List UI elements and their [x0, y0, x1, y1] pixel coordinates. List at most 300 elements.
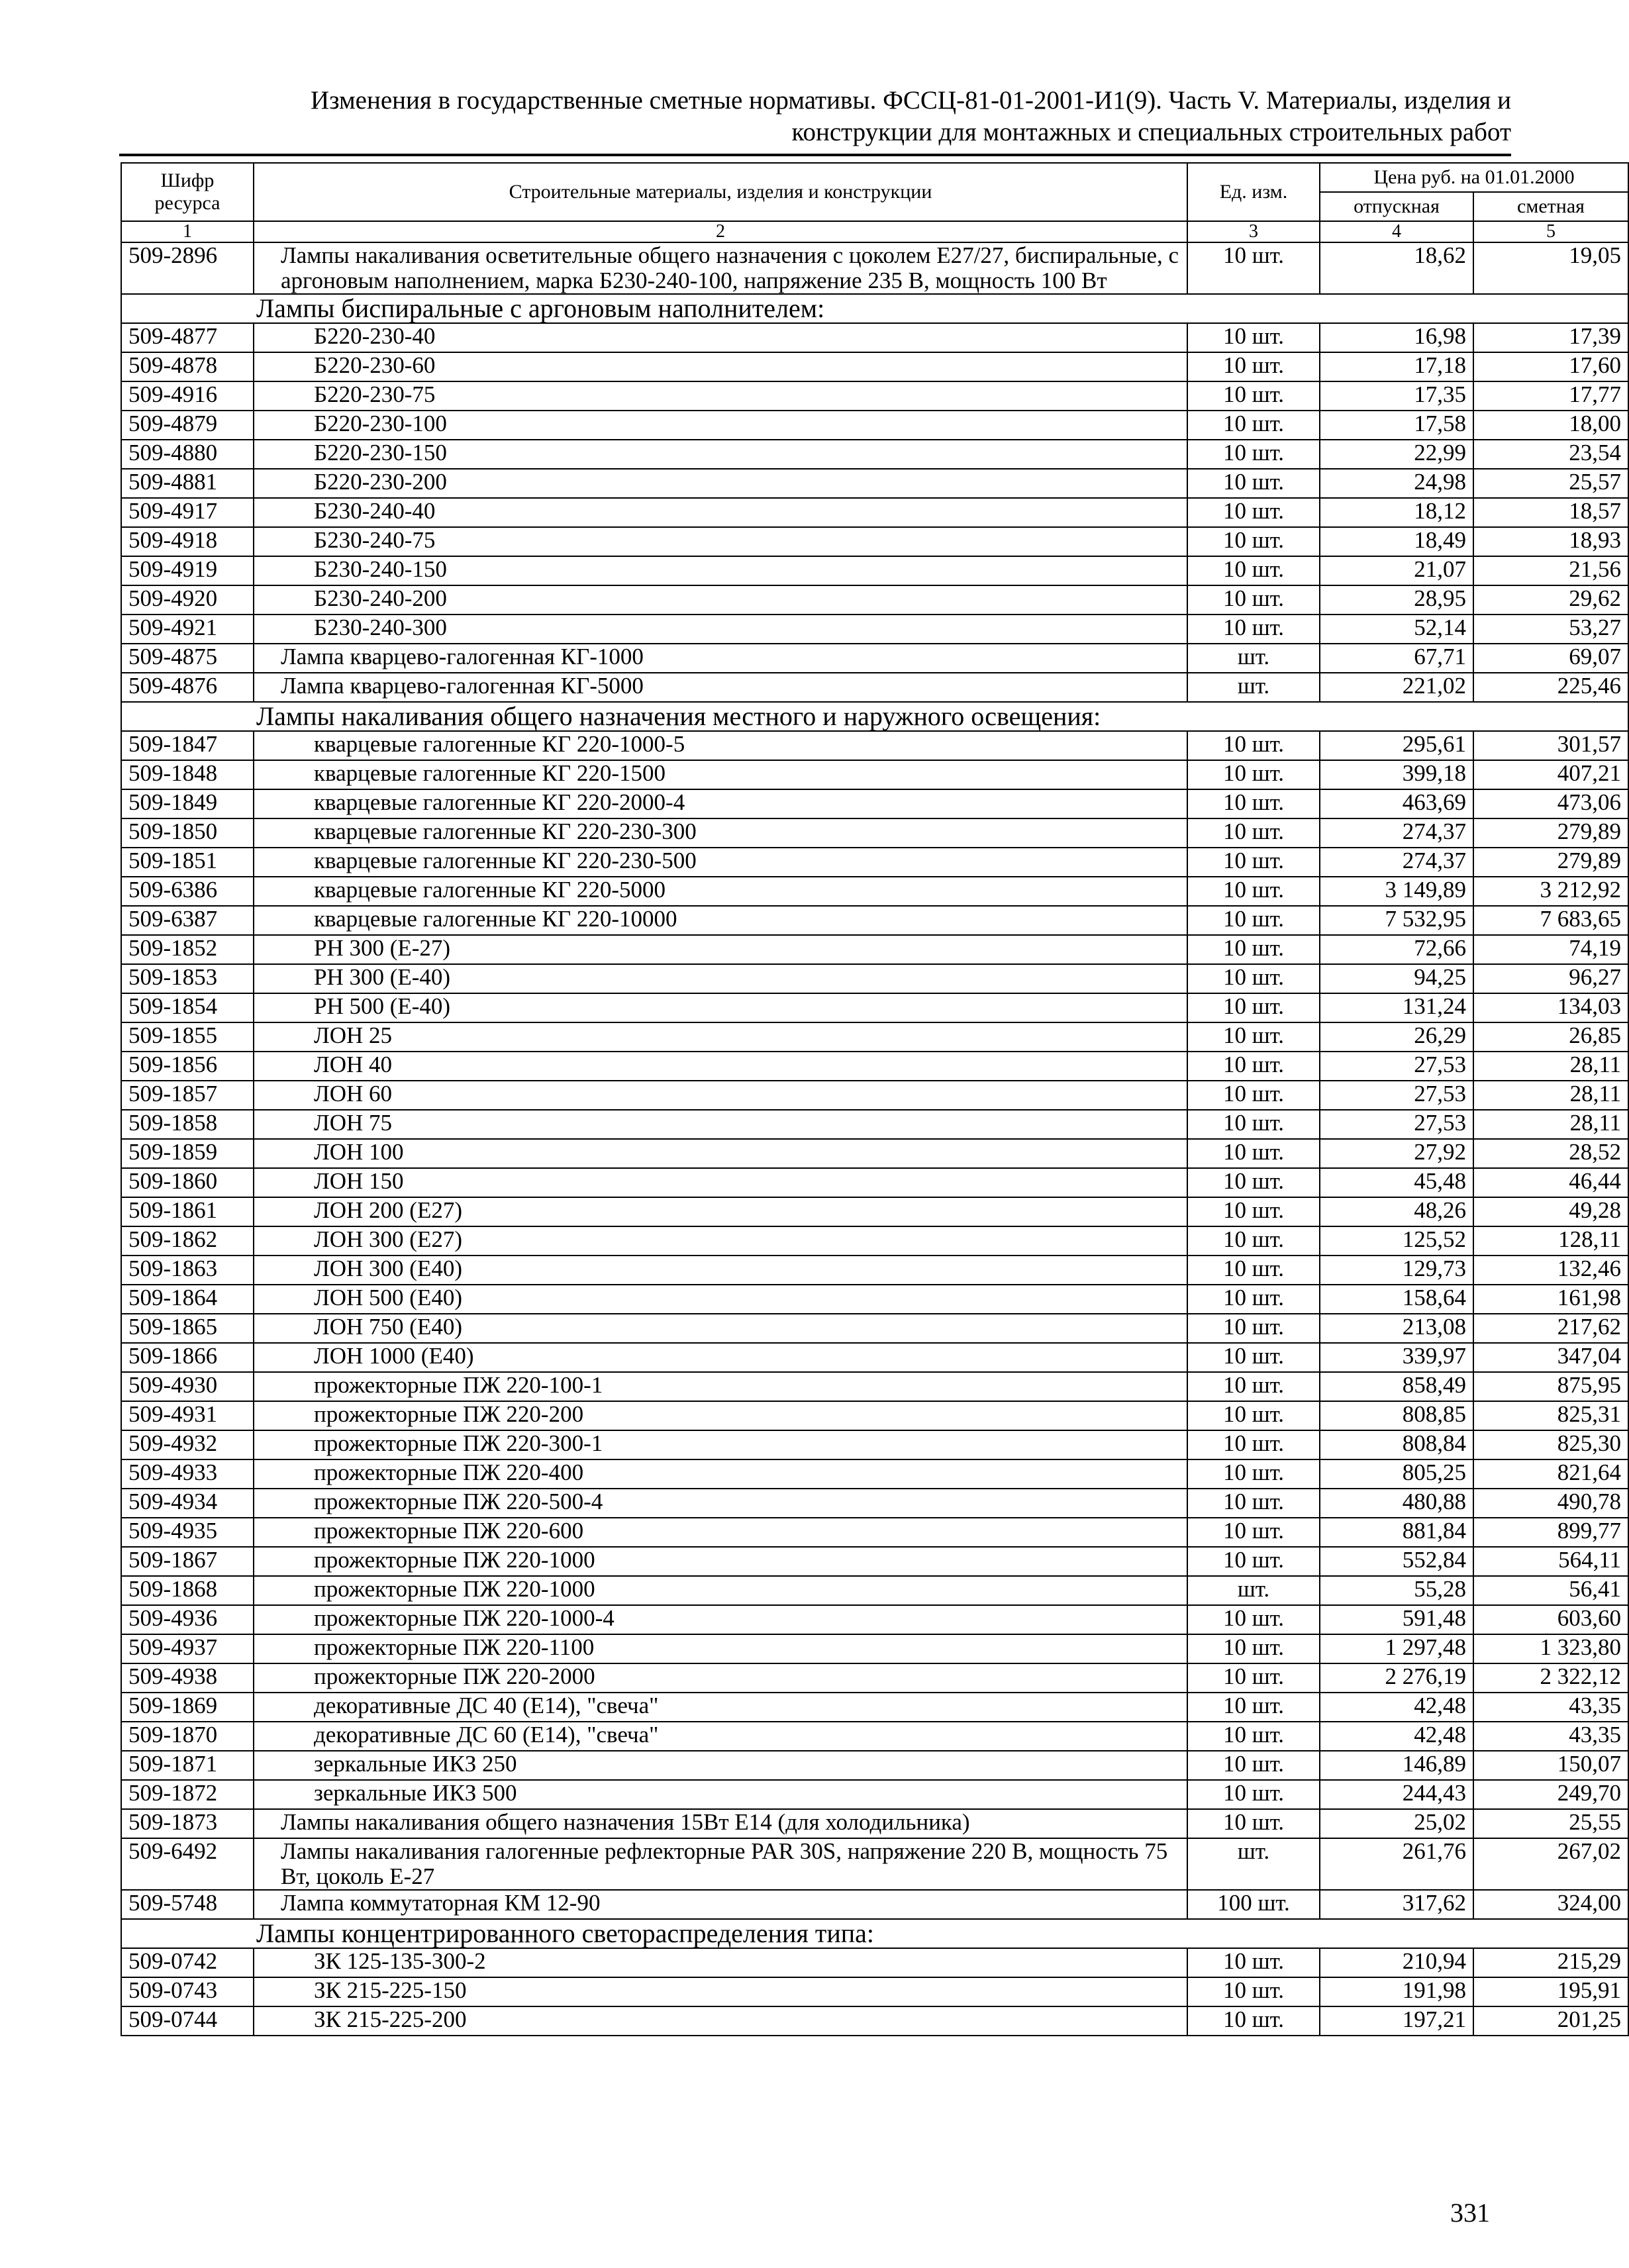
- estimate-price: 825,31: [1473, 1401, 1628, 1430]
- release-price: 17,35: [1320, 381, 1473, 411]
- resource-code: 509-4934: [121, 1489, 254, 1518]
- group-heading-row: [121, 1919, 1628, 1948]
- estimate-price: 17,39: [1473, 323, 1628, 352]
- release-price: 28,95: [1320, 585, 1473, 615]
- estimate-price: 17,77: [1473, 381, 1628, 411]
- release-price: 18,12: [1320, 498, 1473, 527]
- resource-code: 509-1869: [121, 1693, 254, 1722]
- material-name: ЗК 215-225-150: [254, 1977, 1187, 2006]
- material-name: зеркальные ИКЗ 250: [254, 1751, 1187, 1780]
- unit-cell: 10 шт.: [1187, 585, 1320, 615]
- material-name: Б220-230-150: [254, 440, 1187, 469]
- material-name: Б230-240-75: [254, 527, 1187, 556]
- table-row: [121, 877, 1628, 906]
- estimate-price: 3 212,92: [1473, 877, 1628, 906]
- estimate-price: 17,60: [1473, 352, 1628, 381]
- unit-cell: 10 шт.: [1187, 1518, 1320, 1547]
- estimate-price: 28,11: [1473, 1081, 1628, 1110]
- table-row: [121, 1168, 1628, 1197]
- resource-code: 509-5748: [121, 1890, 254, 1919]
- resource-code: 509-2896: [121, 242, 254, 294]
- resource-code: 509-1853: [121, 964, 254, 993]
- unit-cell: 10 шт.: [1187, 1722, 1320, 1751]
- header-line-2: конструкции для монтажных и специальных строительных работ: [791, 118, 1511, 146]
- colnum: 1: [121, 221, 254, 242]
- table-row: [121, 818, 1628, 848]
- estimate-price: 25,57: [1473, 469, 1628, 498]
- table-row: [121, 1489, 1628, 1518]
- resource-code: 509-1857: [121, 1081, 254, 1110]
- unit-cell: 10 шт.: [1187, 1780, 1320, 1809]
- material-name: Б230-240-300: [254, 615, 1187, 644]
- table-row: [121, 527, 1628, 556]
- unit-cell: 10 шт.: [1187, 1547, 1320, 1576]
- release-price: 197,21: [1320, 2006, 1473, 2036]
- estimate-price: 69,07: [1473, 644, 1628, 673]
- resource-code: 509-4875: [121, 644, 254, 673]
- resource-code: 509-1858: [121, 1110, 254, 1139]
- estimate-price: 25,55: [1473, 1809, 1628, 1838]
- unit-cell: шт.: [1187, 673, 1320, 702]
- material-name: прожекторные ПЖ 220-1000: [254, 1547, 1187, 1576]
- release-price: 125,52: [1320, 1226, 1473, 1256]
- unit-cell: 10 шт.: [1187, 2006, 1320, 2036]
- material-name: Б220-230-40: [254, 323, 1187, 352]
- table-row: [121, 1256, 1628, 1285]
- table-row: [121, 1547, 1628, 1576]
- estimate-price: 603,60: [1473, 1605, 1628, 1634]
- estimate-price: 23,54: [1473, 440, 1628, 469]
- release-price: 213,08: [1320, 1314, 1473, 1343]
- table-row: [121, 1401, 1628, 1430]
- estimate-price: 134,03: [1473, 993, 1628, 1022]
- resource-code: 509-4932: [121, 1430, 254, 1459]
- material-name: ЛОН 75: [254, 1110, 1187, 1139]
- estimate-price: 21,56: [1473, 556, 1628, 585]
- table-row: [121, 242, 1628, 294]
- material-name: прожекторные ПЖ 220-100-1: [254, 1372, 1187, 1401]
- unit-cell: 10 шт.: [1187, 1605, 1320, 1634]
- resource-code: 509-4930: [121, 1372, 254, 1401]
- estimate-price: 56,41: [1473, 1576, 1628, 1605]
- release-price: 45,48: [1320, 1168, 1473, 1197]
- release-price: 7 532,95: [1320, 906, 1473, 935]
- header-line-1: Изменения в государственные сметные нормативы. ФССЦ-81-01-2001-И1(9). Часть V. Материалы, изделия и: [310, 86, 1511, 115]
- release-price: 221,02: [1320, 673, 1473, 702]
- estimate-price: 161,98: [1473, 1285, 1628, 1314]
- table-row: [121, 1809, 1628, 1838]
- resource-code: 509-1850: [121, 818, 254, 848]
- resource-code: 509-1851: [121, 848, 254, 877]
- estimate-price: 28,11: [1473, 1110, 1628, 1139]
- unit-cell: 10 шт.: [1187, 877, 1320, 906]
- material-name: РН 300 (Е-27): [254, 935, 1187, 964]
- estimate-price: 490,78: [1473, 1489, 1628, 1518]
- table-row: [121, 673, 1628, 702]
- material-name: Б230-240-200: [254, 585, 1187, 615]
- release-price: 27,92: [1320, 1139, 1473, 1168]
- unit-cell: 10 шт.: [1187, 1226, 1320, 1256]
- material-name: Б220-230-100: [254, 411, 1187, 440]
- group-heading: Лампы концентрированного светораспределения типа:: [254, 1919, 1628, 1948]
- unit-cell: 10 шт.: [1187, 789, 1320, 818]
- unit-cell: 10 шт.: [1187, 527, 1320, 556]
- estimate-price: 28,52: [1473, 1139, 1628, 1168]
- header-row: [121, 163, 1628, 192]
- material-name: Б220-230-75: [254, 381, 1187, 411]
- table-row: [121, 1052, 1628, 1081]
- release-price: 27,53: [1320, 1081, 1473, 1110]
- release-price: 24,98: [1320, 469, 1473, 498]
- resource-code: 509-4935: [121, 1518, 254, 1547]
- table-row: [121, 1977, 1628, 2006]
- estimate-price: 195,91: [1473, 1977, 1628, 2006]
- resource-code: 509-1860: [121, 1168, 254, 1197]
- table-row: [121, 1110, 1628, 1139]
- resource-code: 509-1859: [121, 1139, 254, 1168]
- unit-cell: 10 шт.: [1187, 731, 1320, 760]
- release-price: 480,88: [1320, 1489, 1473, 1518]
- estimate-price: 49,28: [1473, 1197, 1628, 1226]
- estimate-price: 7 683,65: [1473, 906, 1628, 935]
- unit-cell: 10 шт.: [1187, 1256, 1320, 1285]
- unit-cell: 10 шт.: [1187, 242, 1320, 294]
- table-row: [121, 498, 1628, 527]
- table-row: [121, 848, 1628, 877]
- release-price: 3 149,89: [1320, 877, 1473, 906]
- unit-cell: 10 шт.: [1187, 760, 1320, 789]
- release-price: 261,76: [1320, 1838, 1473, 1890]
- estimate-price: 301,57: [1473, 731, 1628, 760]
- release-price: 339,97: [1320, 1343, 1473, 1372]
- unit-cell: 10 шт.: [1187, 1634, 1320, 1663]
- material-name: зеркальные ИКЗ 500: [254, 1780, 1187, 1809]
- unit-cell: 10 шт.: [1187, 1977, 1320, 2006]
- material-name: кварцевые галогенные КГ 220-5000: [254, 877, 1187, 906]
- col-price-header: Цена руб. на 01.01.2000: [1320, 163, 1628, 192]
- release-price: 274,37: [1320, 818, 1473, 848]
- table-row: [121, 1343, 1628, 1372]
- estimate-price: 128,11: [1473, 1226, 1628, 1256]
- header-rule: [119, 154, 1511, 156]
- estimate-price: 279,89: [1473, 818, 1628, 848]
- col-unit-header: Ед. изм.: [1187, 163, 1320, 221]
- unit-cell: 10 шт.: [1187, 1430, 1320, 1459]
- page-header: [119, 85, 1511, 148]
- release-price: 21,07: [1320, 556, 1473, 585]
- material-name: кварцевые галогенные КГ 220-10000: [254, 906, 1187, 935]
- estimate-price: 96,27: [1473, 964, 1628, 993]
- table-row: [121, 964, 1628, 993]
- release-price: 244,43: [1320, 1780, 1473, 1809]
- colnum: 3: [1187, 221, 1320, 242]
- resource-code: 509-4919: [121, 556, 254, 585]
- material-name: Лампа коммутаторная КМ 12-90: [254, 1890, 1187, 1919]
- table-row: [121, 1226, 1628, 1256]
- estimate-price: 26,85: [1473, 1022, 1628, 1052]
- estimate-price: 215,29: [1473, 1948, 1628, 1977]
- material-name: прожекторные ПЖ 220-600: [254, 1518, 1187, 1547]
- release-price: 191,98: [1320, 1977, 1473, 2006]
- table-row: [121, 1890, 1628, 1919]
- resource-code: 509-4920: [121, 585, 254, 615]
- resource-code: 509-1873: [121, 1809, 254, 1838]
- table-row: [121, 935, 1628, 964]
- resource-code: 509-1862: [121, 1226, 254, 1256]
- resource-code: 509-4936: [121, 1605, 254, 1634]
- resource-code: 509-1868: [121, 1576, 254, 1605]
- unit-cell: шт.: [1187, 644, 1320, 673]
- release-price: 131,24: [1320, 993, 1473, 1022]
- release-price: 27,53: [1320, 1052, 1473, 1081]
- release-price: 808,84: [1320, 1430, 1473, 1459]
- estimate-price: 18,00: [1473, 411, 1628, 440]
- release-price: 27,53: [1320, 1110, 1473, 1139]
- material-name: Б230-240-40: [254, 498, 1187, 527]
- resource-code: 509-0743: [121, 1977, 254, 2006]
- material-name: прожекторные ПЖ 220-1100: [254, 1634, 1187, 1663]
- unit-cell: 10 шт.: [1187, 993, 1320, 1022]
- resource-code: 509-1867: [121, 1547, 254, 1576]
- table-row: [121, 1197, 1628, 1226]
- estimate-price: 279,89: [1473, 848, 1628, 877]
- group-heading-row: [121, 294, 1628, 323]
- unit-cell: 100 шт.: [1187, 1890, 1320, 1919]
- estimate-price: 324,00: [1473, 1890, 1628, 1919]
- resource-code: 509-1848: [121, 760, 254, 789]
- unit-cell: 10 шт.: [1187, 1401, 1320, 1430]
- material-name: ЛОН 1000 (Е40): [254, 1343, 1187, 1372]
- resource-code: 509-1870: [121, 1722, 254, 1751]
- resource-code: 509-4881: [121, 469, 254, 498]
- estimate-price: 18,93: [1473, 527, 1628, 556]
- resource-code: 509-1864: [121, 1285, 254, 1314]
- resource-code: 509-4879: [121, 411, 254, 440]
- material-name: прожекторные ПЖ 220-300-1: [254, 1430, 1187, 1459]
- unit-cell: 10 шт.: [1187, 1343, 1320, 1372]
- release-price: 552,84: [1320, 1547, 1473, 1576]
- resource-code: 509-1872: [121, 1780, 254, 1809]
- resource-code: 509-1863: [121, 1256, 254, 1285]
- colnum: 5: [1473, 221, 1628, 242]
- estimate-price: 825,30: [1473, 1430, 1628, 1459]
- unit-cell: 10 шт.: [1187, 818, 1320, 848]
- release-price: 18,49: [1320, 527, 1473, 556]
- release-price: 67,71: [1320, 644, 1473, 673]
- resource-code: 509-6386: [121, 877, 254, 906]
- price-table: [121, 162, 1629, 2036]
- group-heading: Лампы биспиральные с аргоновым наполнителем:: [254, 294, 1628, 323]
- release-price: 2 276,19: [1320, 1663, 1473, 1693]
- material-name: прожекторные ПЖ 220-1000: [254, 1576, 1187, 1605]
- estimate-price: 564,11: [1473, 1547, 1628, 1576]
- material-name: ЛОН 200 (Е27): [254, 1197, 1187, 1226]
- table-row: [121, 906, 1628, 935]
- release-price: 16,98: [1320, 323, 1473, 352]
- unit-cell: 10 шт.: [1187, 615, 1320, 644]
- table-row: [121, 731, 1628, 760]
- material-name: Лампы накаливания осветительные общего назначения с цоколем Е27/27, биспиральные, с аргоновым наполнением, марка Б230-240-100, напряжение 235 В, мощность 100 Вт: [254, 242, 1187, 294]
- group-empty-cell: [121, 702, 254, 731]
- table-row: [121, 323, 1628, 352]
- estimate-price: 473,06: [1473, 789, 1628, 818]
- resource-code: 509-4931: [121, 1401, 254, 1430]
- material-name: Б220-230-60: [254, 352, 1187, 381]
- material-name: прожекторные ПЖ 220-500-4: [254, 1489, 1187, 1518]
- table-row: [121, 1693, 1628, 1722]
- material-name: кварцевые галогенные КГ 220-230-500: [254, 848, 1187, 877]
- unit-cell: 10 шт.: [1187, 1372, 1320, 1401]
- material-name: ЛОН 300 (Е27): [254, 1226, 1187, 1256]
- unit-cell: 10 шт.: [1187, 1809, 1320, 1838]
- table-row: [121, 440, 1628, 469]
- resource-code: 509-0744: [121, 2006, 254, 2036]
- material-name: ЛОН 150: [254, 1168, 1187, 1197]
- unit-cell: 10 шт.: [1187, 1663, 1320, 1693]
- resource-code: 509-4918: [121, 527, 254, 556]
- release-price: 42,48: [1320, 1722, 1473, 1751]
- release-price: 52,14: [1320, 615, 1473, 644]
- resource-code: 509-6387: [121, 906, 254, 935]
- unit-cell: 10 шт.: [1187, 1139, 1320, 1168]
- estimate-price: 875,95: [1473, 1372, 1628, 1401]
- unit-cell: 10 шт.: [1187, 848, 1320, 877]
- estimate-price: 267,02: [1473, 1838, 1628, 1890]
- estimate-price: 29,62: [1473, 585, 1628, 615]
- unit-cell: шт.: [1187, 1838, 1320, 1890]
- group-empty-cell: [121, 1919, 254, 1948]
- resource-code: 509-4877: [121, 323, 254, 352]
- unit-cell: 10 шт.: [1187, 323, 1320, 352]
- table-row: [121, 615, 1628, 644]
- material-name: ЛОН 25: [254, 1022, 1187, 1052]
- resource-code: 509-4876: [121, 673, 254, 702]
- unit-cell: шт.: [1187, 1576, 1320, 1605]
- table-row: [121, 2006, 1628, 2036]
- estimate-price: 74,19: [1473, 935, 1628, 964]
- colnum: 2: [254, 221, 1187, 242]
- unit-cell: 10 шт.: [1187, 556, 1320, 585]
- unit-cell: 10 шт.: [1187, 411, 1320, 440]
- table-row: [121, 1459, 1628, 1489]
- release-price: 858,49: [1320, 1372, 1473, 1401]
- table-body: [121, 242, 1628, 2036]
- resource-code: 509-1854: [121, 993, 254, 1022]
- table-row: [121, 789, 1628, 818]
- page-number: 331: [1450, 2198, 1490, 2228]
- resource-code: 509-4880: [121, 440, 254, 469]
- unit-cell: 10 шт.: [1187, 1285, 1320, 1314]
- resource-code: 509-1856: [121, 1052, 254, 1081]
- estimate-price: 347,04: [1473, 1343, 1628, 1372]
- release-price: 94,25: [1320, 964, 1473, 993]
- unit-cell: 10 шт.: [1187, 1022, 1320, 1052]
- table-row: [121, 1285, 1628, 1314]
- resource-code: 509-1865: [121, 1314, 254, 1343]
- col-code-header: Шифр ресурса: [121, 163, 254, 221]
- table-row: [121, 1139, 1628, 1168]
- unit-cell: 10 шт.: [1187, 1948, 1320, 1977]
- resource-code: 509-1861: [121, 1197, 254, 1226]
- material-name: кварцевые галогенные КГ 220-230-300: [254, 818, 1187, 848]
- material-name: кварцевые галогенные КГ 220-1500: [254, 760, 1187, 789]
- material-name: ЛОН 60: [254, 1081, 1187, 1110]
- resource-code: 509-4921: [121, 615, 254, 644]
- group-heading-row: [121, 702, 1628, 731]
- estimate-price: 1 323,80: [1473, 1634, 1628, 1663]
- estimate-price: 201,25: [1473, 2006, 1628, 2036]
- resource-code: 509-0742: [121, 1948, 254, 1977]
- resource-code: 509-1871: [121, 1751, 254, 1780]
- unit-cell: 10 шт.: [1187, 1693, 1320, 1722]
- table-row: [121, 1081, 1628, 1110]
- group-heading: Лампы накаливания общего назначения местного и наружного освещения:: [254, 702, 1628, 731]
- release-price: 26,29: [1320, 1022, 1473, 1052]
- release-price: 22,99: [1320, 440, 1473, 469]
- unit-cell: 10 шт.: [1187, 964, 1320, 993]
- release-price: 17,58: [1320, 411, 1473, 440]
- table-row: [121, 1838, 1628, 1890]
- estimate-price: 19,05: [1473, 242, 1628, 294]
- material-name: Б230-240-150: [254, 556, 1187, 585]
- release-price: 317,62: [1320, 1890, 1473, 1919]
- col-name-header: Строительные материалы, изделия и конструкции: [254, 163, 1187, 221]
- table-row: [121, 411, 1628, 440]
- table-row: [121, 1948, 1628, 1977]
- material-name: декоративные ДС 60 (Е14), "свеча": [254, 1722, 1187, 1751]
- release-price: 295,61: [1320, 731, 1473, 760]
- resource-code: 509-4878: [121, 352, 254, 381]
- table-row: [121, 1430, 1628, 1459]
- material-name: декоративные ДС 40 (Е14), "свеча": [254, 1693, 1187, 1722]
- table-row: [121, 556, 1628, 585]
- estimate-price: 2 322,12: [1473, 1663, 1628, 1693]
- table-row: [121, 993, 1628, 1022]
- unit-cell: 10 шт.: [1187, 906, 1320, 935]
- material-name: прожекторные ПЖ 220-200: [254, 1401, 1187, 1430]
- table-row: [121, 1022, 1628, 1052]
- table-row: [121, 1372, 1628, 1401]
- release-price: 274,37: [1320, 848, 1473, 877]
- material-name: Лампа кварцево-галогенная КГ-1000: [254, 644, 1187, 673]
- unit-cell: 10 шт.: [1187, 381, 1320, 411]
- resource-code: 509-1866: [121, 1343, 254, 1372]
- table-row: [121, 1780, 1628, 1809]
- release-price: 17,18: [1320, 352, 1473, 381]
- release-price: 805,25: [1320, 1459, 1473, 1489]
- material-name: ЛОН 300 (Е40): [254, 1256, 1187, 1285]
- table-row: [121, 1722, 1628, 1751]
- release-price: 42,48: [1320, 1693, 1473, 1722]
- estimate-price: 821,64: [1473, 1459, 1628, 1489]
- column-numbers-row: [121, 221, 1628, 242]
- table-row: [121, 1605, 1628, 1634]
- table-row: [121, 352, 1628, 381]
- estimate-price: 217,62: [1473, 1314, 1628, 1343]
- release-price: 591,48: [1320, 1605, 1473, 1634]
- table-row: [121, 585, 1628, 615]
- resource-code: 509-4916: [121, 381, 254, 411]
- estimate-price: 132,46: [1473, 1256, 1628, 1285]
- table-row: [121, 1634, 1628, 1663]
- estimate-price: 43,35: [1473, 1722, 1628, 1751]
- material-name: ЛОН 40: [254, 1052, 1187, 1081]
- table-row: [121, 1518, 1628, 1547]
- material-name: РН 300 (Е-40): [254, 964, 1187, 993]
- unit-cell: 10 шт.: [1187, 1751, 1320, 1780]
- resource-code: 509-4933: [121, 1459, 254, 1489]
- unit-cell: 10 шт.: [1187, 1197, 1320, 1226]
